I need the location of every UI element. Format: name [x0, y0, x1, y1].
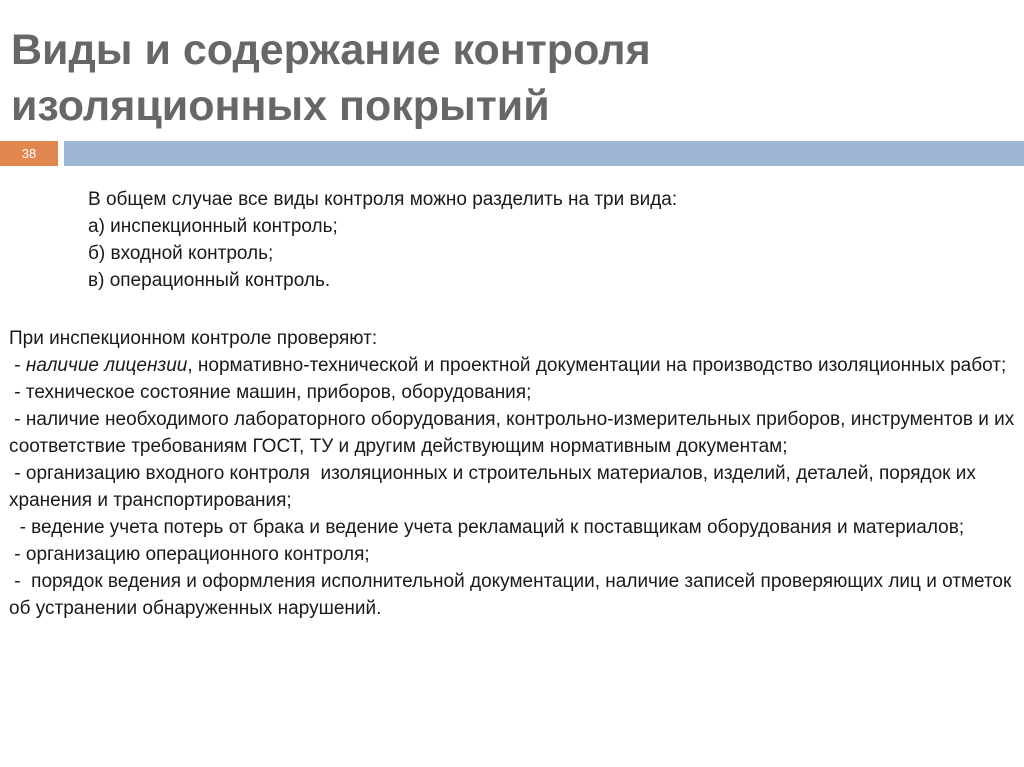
inspection-item-emphasis: наличие лицензии: [25, 355, 188, 376]
slide-number-badge: 38: [0, 141, 58, 166]
inspection-item: - организацию операционного контроля;: [9, 544, 370, 565]
inspection-checks-block: [9, 325, 1019, 622]
control-types-block: [88, 186, 988, 294]
slide-title-line-1: Виды и содержание контроля: [11, 26, 651, 74]
inspection-item-prefix: -: [9, 355, 26, 376]
inspection-item: - техническое состояние машин, приборов, оборудования;: [9, 382, 532, 403]
slide-title-line-2: изоляционных покрытий: [11, 82, 550, 130]
control-type-item: а) инспекционный контроль;: [88, 216, 338, 237]
inspection-item-text: , нормативно-технической и проектной документации на производство изоляционных работ;: [187, 355, 1007, 376]
slide-title: [11, 22, 1001, 134]
inspection-item: - наличие необходимого лабораторного оборудования, контрольно-измерительных приборов, инструментов и их соответствие требованиям ГОСТ, ТУ и другим действующим нормативным документам;: [9, 409, 1020, 457]
inspection-item: - организацию входного контроля изоляционных и строительных материалов, изделий, деталей, порядок их хранения и транспортирования;: [9, 463, 982, 511]
inspection-heading: При инспекционном контроле проверяют:: [9, 328, 378, 349]
control-types-lead: В общем случае все виды контроля можно разделить на три вида:: [88, 189, 678, 210]
title-divider-bar: [64, 141, 1024, 166]
inspection-item: - ведение учета потерь от брака и ведение учета рекламаций к поставщикам оборудования и материалов;: [9, 517, 965, 538]
inspection-item: - порядок ведения и оформления исполнительной документации, наличие записей проверяющих лиц и отметок об устранении обнаруженных нарушений.: [9, 571, 1017, 619]
control-type-item: б) входной контроль;: [88, 243, 274, 264]
control-type-item: в) операционный контроль.: [88, 270, 331, 291]
inspection-item: [9, 352, 1019, 379]
